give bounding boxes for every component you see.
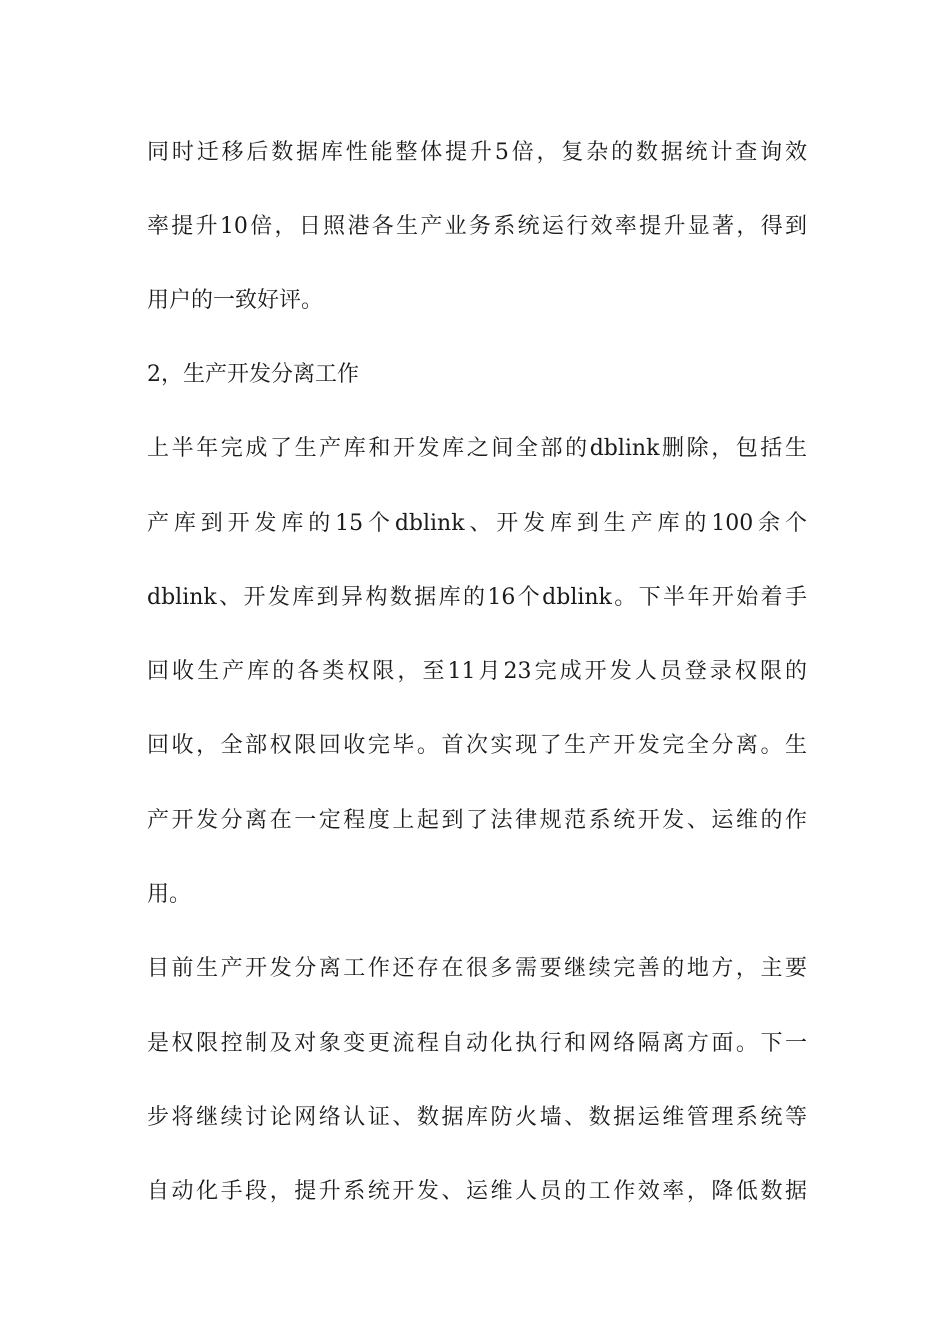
text-line: 上半年完成了生产库和开发库之间全部的dblink删除，包括生 [147, 436, 807, 461]
text-line: 产开发分离在一定程度上起到了法律规范系统开发、运维的作 [147, 808, 807, 833]
text-line: 是权限控制及对象变更流程自动化执行和网络隔离方面。下一 [147, 1031, 807, 1056]
text-line: 用户的一致好评。 [147, 288, 324, 313]
text-line: 自动化手段，提升系统开发、运维人员的工作效率，降低数据 [147, 1179, 807, 1204]
text-line: 同时迁移后数据库性能整体提升5倍，复杂的数据统计查询效 [147, 140, 807, 165]
text-line: dblink、开发库到异构数据库的16个dblink。下半年开始着手 [147, 585, 807, 610]
text-line: 率提升10倍，日照港各生产业务系统运行效率提升显著，得到 [147, 214, 807, 239]
section-heading: 2，生产开发分离工作 [147, 362, 359, 387]
text-line: 产库到开发库的15个dblink、开发库到生产库的100余个 [147, 511, 807, 536]
text-line: 步将继续讨论网络认证、数据库防火墙、数据运维管理系统等 [147, 1105, 807, 1130]
text-line: 回收生产库的各类权限，至11月23完成开发人员登录权限的 [147, 659, 807, 684]
text-line: 用。 [147, 882, 192, 907]
text-line: 目前生产开发分离工作还存在很多需要继续完善的地方，主要 [147, 956, 807, 981]
text-line: 回收，全部权限回收完毕。首次实现了生产开发完全分离。生 [147, 733, 807, 758]
